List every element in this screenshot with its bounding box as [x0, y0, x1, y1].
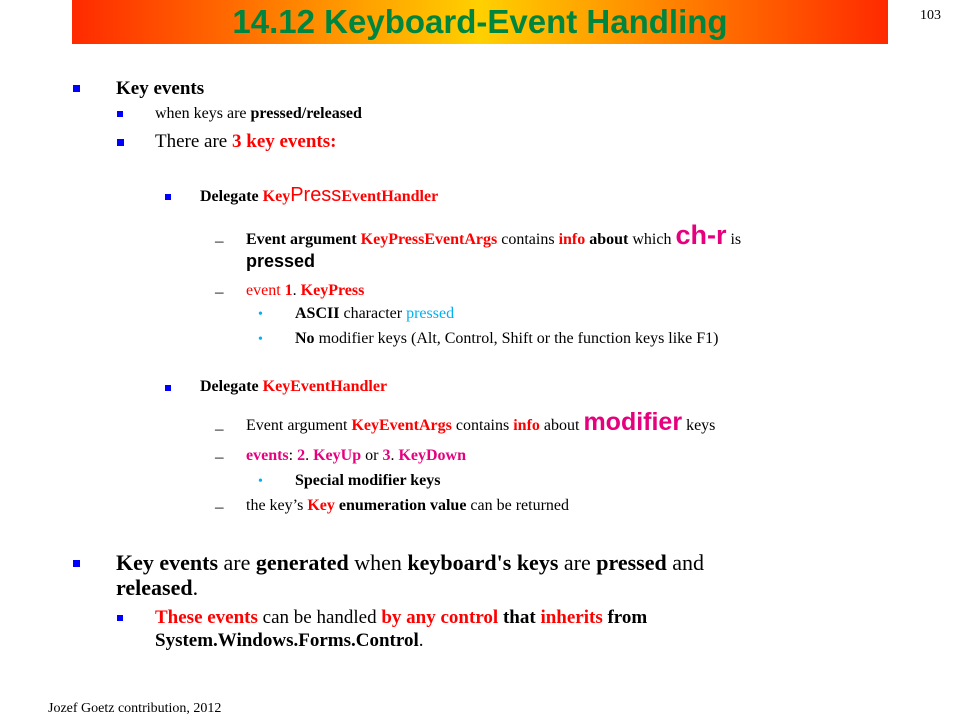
text-line: events: 2. KeyUp or 3. KeyDown [246, 447, 466, 464]
text-line: Event argument KeyPressEventArgs contains info about which ch-r is [246, 220, 742, 250]
bullet-square-icon [117, 139, 124, 146]
text-line: ASCII character pressed [295, 305, 455, 322]
text-line: Special modifier keys [295, 472, 441, 489]
text-line: Key events are generated when keyboard's keys are pressed and [116, 550, 705, 575]
text-line: Event argument KeyEventArgs contains info about modifier keys [246, 408, 716, 436]
slide-title: 14.12 Keyboard-Event Handling [232, 3, 728, 40]
dot-bullet: • [258, 307, 263, 322]
text-line: System.Windows.Forms.Control. [155, 630, 424, 651]
text-line: There are 3 key events: [155, 131, 337, 152]
slide-number: 103 [920, 8, 941, 23]
footer-credit: Jozef Goetz contribution, 2012 [48, 701, 222, 716]
bullet-square-icon [117, 615, 123, 621]
dash-bullet: – [215, 419, 224, 438]
bullet-square-icon [117, 111, 123, 117]
bullet-square-icon [165, 194, 171, 200]
bullet-square-icon [73, 85, 80, 92]
text-line: when keys are pressed/released [155, 105, 362, 122]
text-line: No modifier keys (Alt, Control, Shift or the function keys like F1) [295, 330, 719, 347]
dot-bullet: • [258, 474, 263, 489]
text-line: pressed [246, 251, 316, 271]
heading-key-events: Key events [116, 78, 205, 99]
title-bar [72, 0, 888, 44]
dash-bullet: – [215, 497, 224, 516]
text-line: Delegate KeyEventHandler [200, 378, 388, 395]
text-line: the key’s Key enumeration value can be returned [246, 497, 570, 514]
text-line: released. [116, 575, 199, 600]
dash-bullet: – [215, 231, 224, 250]
dash-bullet: – [215, 447, 224, 466]
bullet-square-icon [73, 560, 80, 567]
dash-bullet: – [215, 282, 224, 301]
bullet-square-icon [165, 385, 171, 391]
text-line: event 1. KeyPress [246, 282, 365, 299]
text-line: Delegate KeyPressEventHandler [200, 184, 439, 206]
text-line: These events can be handled by any control that inherits from [155, 607, 648, 628]
dot-bullet: • [258, 332, 263, 347]
